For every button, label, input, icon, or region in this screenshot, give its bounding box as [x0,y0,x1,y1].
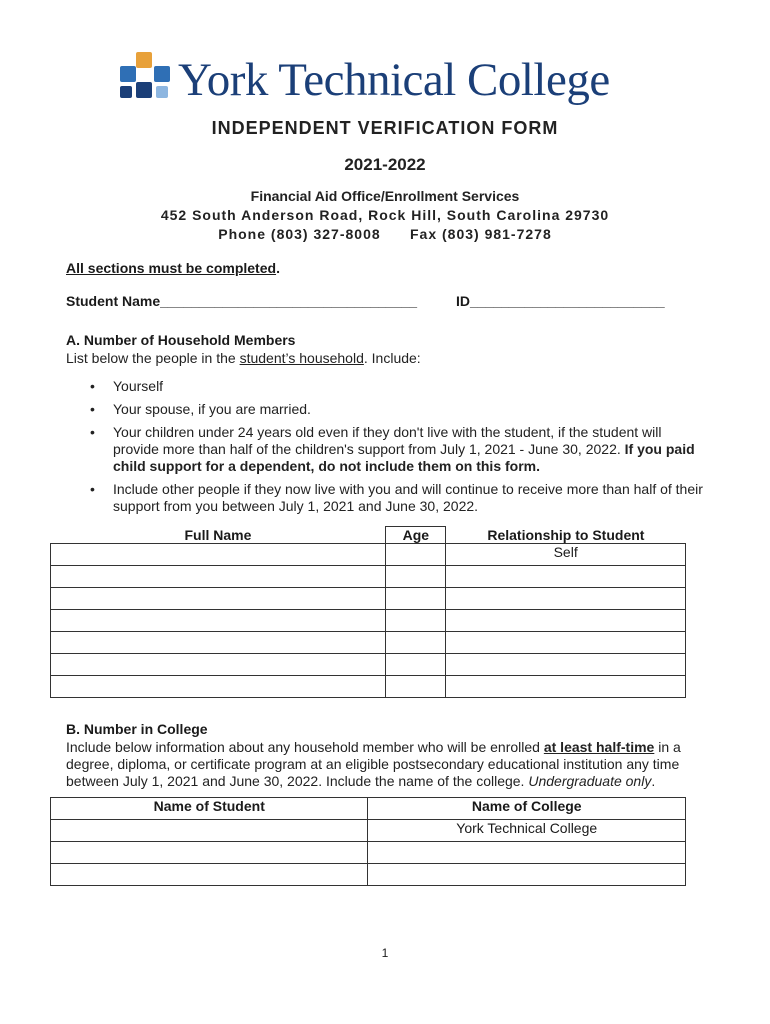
table-row [51,610,686,632]
table-row [51,820,686,842]
section-b-half-time: at least half-time [543,739,655,755]
student-id-label: ID [456,293,470,309]
relationship-cell[interactable] [446,676,686,698]
list-item: • Your spouse, if you are married. [90,401,311,417]
age-cell[interactable] [386,566,446,588]
age-cell[interactable] [386,544,446,566]
bullet-other-people: Include other people if they now live with you and will continue to receive more than half of their support from you between July 1, 2021 and June 30, 2022. [113,481,703,514]
student-id-blank[interactable]: _________________________ [470,293,665,309]
table-row [51,842,686,864]
age-cell[interactable] [386,654,446,676]
header-age: Age [386,527,446,544]
age-cell[interactable] [386,610,446,632]
relationship-cell[interactable] [446,632,686,654]
section-b-instructions [66,739,686,790]
table-row [51,864,686,886]
bullet-yourself: Yourself [113,378,164,394]
college-logo-icon [118,50,172,110]
age-cell[interactable] [386,588,446,610]
college-table-header [51,798,686,820]
office-phone: Phone (803) 327-8008 [218,226,381,242]
section-a-intro [66,350,421,367]
bullet-children: Your children under 24 years old even if they don't live with the student, if the student will provide more than half of the children's support from July 1, 2021 - June 30, 2022. [113,424,662,457]
student-id-field[interactable] [456,293,665,309]
form-title: INDEPENDENT VERIFICATION FORM [211,118,559,138]
list-item: • Yourself [90,378,164,394]
list-item: • Include other people if they now live with you and will continue to receive more than half of their support from you between July 1, 2021 and June 30, 2022. [90,481,703,514]
full-name-cell[interactable] [51,654,386,676]
relationship-cell[interactable]: Self [446,544,686,566]
bullet-children-bold: If you paid child support for a dependent, do not include them on this form. [113,441,695,474]
full-name-cell[interactable] [51,676,386,698]
age-cell[interactable] [386,632,446,654]
page-number: 1 [381,946,389,960]
office-fax: Fax (803) 981-7278 [409,226,552,242]
full-name-cell[interactable] [51,566,386,588]
table-row [51,588,686,610]
college-table [50,797,686,886]
section-a-heading: A. Number of Household Members [66,332,296,348]
household-members-list [66,378,706,521]
office-name: Financial Aid Office/Enrollment Services [250,188,520,204]
section-a-intro-underlined: student’s household [239,350,364,366]
header-relationship: Relationship to Student [446,527,686,544]
full-name-cell[interactable] [51,544,386,566]
table-row [51,544,686,566]
section-b-text-end: . [651,773,656,789]
relationship-cell[interactable] [446,566,686,588]
relationship-cell[interactable] [446,654,686,676]
section-b-text-after: in a degree, diploma, or certificate program at an eligible postsecondary educational institution any time between July 1, 2021 and June 30, 2022. Include the name of the college. [66,739,681,789]
student-name-cell[interactable] [51,842,368,864]
section-b-text-before: Include below information about any household member who will be enrolled [66,739,544,755]
bullet-spouse: Your spouse, if you are married. [113,401,311,417]
age-cell[interactable] [386,676,446,698]
relationship-cell[interactable] [446,588,686,610]
college-name-cell[interactable]: York Technical College [368,820,686,842]
table-row [51,632,686,654]
header-name-of-college: Name of College [368,798,686,820]
college-logo [118,48,610,112]
header-name-of-student: Name of Student [51,798,368,820]
table-row [51,676,686,698]
section-a-intro-before: List below the people in the [66,350,240,366]
student-name-label: Student Name [66,293,161,309]
completion-notice [66,260,280,276]
logo-text: York Technical College [178,54,610,106]
section-b-heading: B. Number in College [66,721,208,737]
form-year: 2021-2022 [344,155,426,174]
college-name-cell[interactable] [368,842,686,864]
section-b-undergraduate: Undergraduate only [528,773,652,789]
section-a-intro-after: . Include: [363,350,421,366]
full-name-cell[interactable] [51,610,386,632]
office-contact [0,226,770,242]
relationship-cell[interactable] [446,610,686,632]
college-name-cell[interactable] [368,864,686,886]
full-name-cell[interactable] [51,632,386,654]
table-row [51,654,686,676]
completion-notice-period: . [276,260,280,276]
list-item: • Your children under 24 years old even if they don't live with the student, if the student will provide more than half of the children's support from July 1, 2021 - June 30, 2022. If you paid child support for a dependent, do not include them on this form. [90,424,695,474]
student-name-field[interactable] [66,293,417,309]
table-row [51,566,686,588]
full-name-cell[interactable] [51,588,386,610]
student-name-cell[interactable] [51,864,368,886]
student-name-blank[interactable]: _________________________________ [160,293,418,309]
header-full-name: Full Name [51,527,386,544]
household-table-header [51,527,686,544]
office-address: 452 South Anderson Road, Rock Hill, South Carolina 29730 [160,207,610,223]
completion-notice-text: All sections must be completed [66,260,277,276]
student-name-cell[interactable] [51,820,368,842]
household-table [50,526,686,698]
